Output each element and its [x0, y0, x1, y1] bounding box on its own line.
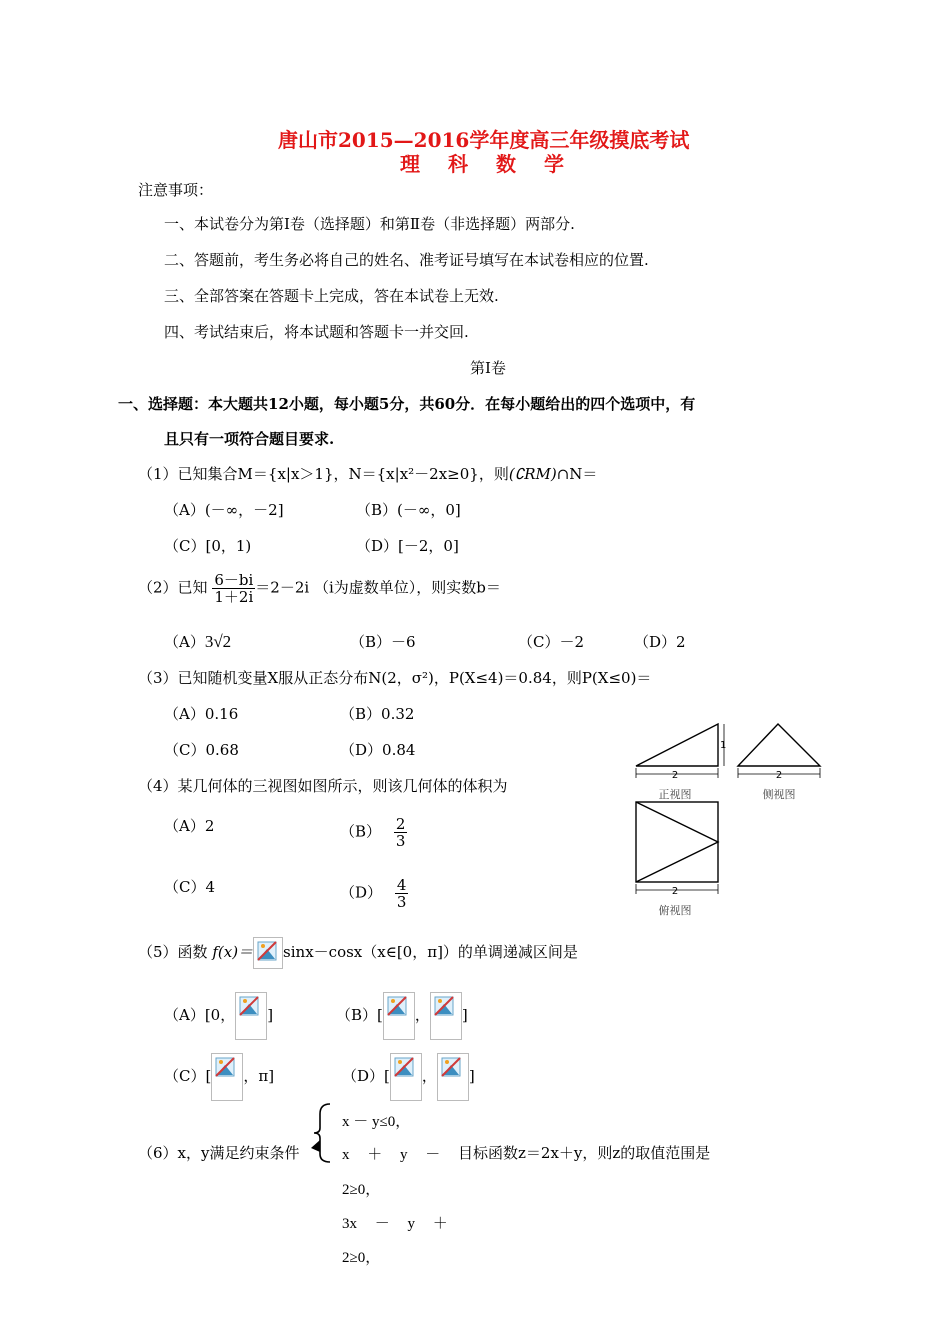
q5-a-pre: （A）[0，	[164, 1006, 236, 1024]
q6-stem-tail: 目标函数z＝2x＋y，则z的取值范围是	[458, 1144, 711, 1162]
q2-option-c: （C）－2	[518, 633, 585, 651]
q4-option-b	[340, 816, 407, 849]
q1-option-c: （C）[0，1)	[164, 537, 252, 555]
top-view-square	[636, 802, 718, 882]
q4-d-denominator: 3	[396, 893, 407, 911]
q2-denominator: 1＋2i	[214, 588, 254, 606]
exam-subtitle: 理科数学	[400, 152, 592, 176]
q4-option-d	[340, 877, 408, 910]
q5-a-post: ]	[267, 1006, 274, 1024]
q3-option-a: （A）0.16	[164, 705, 239, 723]
q4-option-b-fraction	[394, 816, 408, 849]
q1-complement-expr: (∁RM)	[508, 465, 557, 483]
constraint-2-cont: 2≥0，	[342, 1182, 381, 1198]
q5-option-c	[164, 1053, 274, 1101]
q4-d-numerator: 4	[396, 876, 407, 894]
missing-image-icon	[211, 1053, 243, 1101]
q4-option-c: （C）4	[164, 878, 216, 896]
missing-image-icon	[390, 1053, 422, 1101]
question-1-stem	[138, 464, 597, 484]
q3-option-c: （C）0.68	[164, 741, 239, 759]
q2-rhs: ＝2－2i	[255, 578, 310, 597]
q2-numerator: 6－bi	[214, 571, 254, 589]
notice-item-3: 三、全部答案在答题卡上完成，答在本试卷上无效.	[164, 287, 499, 305]
q5-fx: f(x)＝	[212, 943, 254, 961]
missing-image-icon	[235, 992, 267, 1040]
top-view-triangle	[636, 802, 718, 882]
notice-item-4: 四、考试结束后，将本试题和答题卡一并交回.	[164, 323, 469, 341]
q5-d-mid: ，	[421, 1067, 437, 1085]
q1-option-d: （D）[－2，0]	[356, 537, 459, 555]
q5-d-post: ]	[468, 1067, 475, 1085]
q5-option-b	[336, 992, 468, 1040]
q2-option-a	[164, 632, 231, 652]
q2-fraction	[212, 572, 255, 605]
constraint-brace	[308, 1102, 334, 1164]
question-5-stem	[138, 937, 578, 969]
q4-b-numerator: 2	[395, 815, 406, 833]
question-4-stem: （4）某几何体的三视图如图所示，则该几何体的体积为	[138, 777, 508, 795]
constraint-1: x － y≤0，	[342, 1114, 411, 1130]
q4-option-d-fraction	[395, 877, 409, 910]
side-view-triangle	[738, 724, 820, 766]
missing-image-icon	[437, 1053, 469, 1101]
q2-option-a-value: 3√2	[204, 632, 232, 651]
q1-option-a: （A）(－∞，－2]	[164, 501, 284, 519]
missing-image-icon	[253, 937, 283, 969]
missing-image-icon	[383, 992, 415, 1040]
side-dim-2: 2	[775, 770, 783, 781]
notice-item-2: 二、答题前，考生务必将自己的姓名、准考证号填写在本试卷相应的位置.	[164, 251, 649, 269]
front-view-label: 正视图	[658, 788, 692, 801]
section-instructions-2: 且只有一项符合题目要求.	[164, 430, 335, 448]
q2-option-b: （B）－6	[350, 633, 416, 651]
constraint-3-cont: 2≥0，	[342, 1250, 381, 1266]
q5-stem-pre: （5）函数	[138, 943, 208, 961]
missing-image-icon	[430, 992, 462, 1040]
q3-option-d: （D）0.84	[340, 741, 416, 759]
q4-b-denominator: 3	[395, 832, 406, 850]
three-view-figure	[630, 718, 830, 918]
q5-b-post: ]	[461, 1006, 468, 1024]
q5-c-pre: （C）[	[164, 1067, 212, 1085]
q5-b-pre: （B）[	[336, 1006, 383, 1024]
q5-option-d	[342, 1053, 475, 1101]
volume-label: 第Ⅰ卷	[470, 359, 506, 377]
front-dim-2: 2	[671, 770, 679, 781]
constraint-3: 3x － y ＋	[342, 1216, 448, 1232]
section-instructions: 一、选择题：本大题共12小题，每小题5分，共60分．在每小题给出的四个选项中，有	[118, 395, 696, 413]
front-dim-1: 1	[720, 740, 727, 751]
q2-stem-tail: （i为虚数单位），则实数b＝	[313, 578, 501, 597]
notice-item-1: 一、本试卷分为第Ⅰ卷（选择题）和第Ⅱ卷（非选择题）两部分.	[164, 215, 575, 233]
q4-option-d-label: （D）	[340, 883, 383, 902]
q2-option-d: （D）2	[634, 633, 686, 651]
question-6-stem: （6）x，y满足约束条件	[138, 1144, 300, 1162]
question-3-stem: （3）已知随机变量X服从正态分布N(2，σ²)，P(X≤4)＝0.84，则P(X≤0)＝	[138, 669, 652, 687]
q2-option-a-label: （A）	[164, 633, 205, 651]
notice-heading: 注意事项：	[138, 181, 214, 199]
top-dim-2: 2	[671, 886, 679, 897]
question-2-stem	[138, 572, 501, 605]
q5-stem-post: sinx－cosx（x∈[0，π]）的单调递减区间是	[283, 943, 578, 961]
q5-option-a	[164, 992, 273, 1040]
q4-option-a: （A）2	[164, 817, 215, 835]
side-view-label: 侧视图	[762, 788, 796, 801]
q2-stem-text: （2）已知	[138, 578, 208, 597]
exam-title: 唐山市2015—2016学年度高三年级摸底考试	[278, 128, 690, 152]
q1-stem-text: （1）已知集合M＝{x|x＞1}，N＝{x|x²－2x≥0}，则	[138, 465, 509, 483]
q1-option-b: （B）(－∞，0]	[356, 501, 461, 519]
q5-d-pre: （D）[	[342, 1067, 390, 1085]
q5-b-mid: ，	[414, 1006, 430, 1024]
constraint-2: x ＋ y －	[342, 1147, 441, 1163]
front-view-triangle	[636, 724, 718, 766]
q3-option-b: （B）0.32	[340, 705, 415, 723]
q4-option-b-label: （B）	[340, 822, 382, 841]
q5-c-post: ，π]	[243, 1067, 275, 1085]
top-view-label: 俯视图	[658, 904, 692, 917]
q1-stem-tail: ∩N＝	[556, 465, 598, 483]
